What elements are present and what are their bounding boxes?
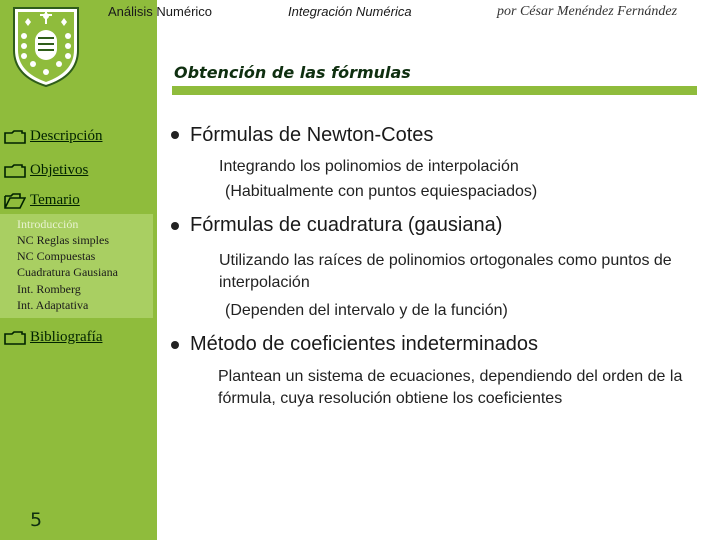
folder-closed-icon: [4, 164, 26, 178]
submenu-item-int-adaptativa[interactable]: Int. Adaptativa: [17, 298, 89, 312]
folder-open-icon: [4, 193, 26, 209]
sidebar-item-label: Temario: [30, 192, 80, 208]
submenu-item-int-romberg[interactable]: Int. Romberg: [17, 282, 81, 296]
sidebar-item-label: Objetivos: [30, 162, 89, 178]
bullet-dot: [171, 222, 179, 230]
sidebar-item-label: Descripción: [30, 128, 103, 144]
submenu-item-cuadratura-gausiana[interactable]: Cuadratura Gausiana: [17, 265, 118, 279]
bullet-detail: Plantean un sistema de ecuaciones, dependiendo del orden de la fórmula, cuya resolución obtiene los coeficientes: [218, 368, 683, 407]
bullet-detail: (Habitualmente con puntos equiespaciados): [225, 183, 538, 200]
title-underline-bar: [172, 86, 697, 95]
bullet-detail: Integrando los polinomios de interpolación: [219, 158, 519, 175]
submenu-item-nc-compuestas[interactable]: NC Compuestas: [17, 249, 96, 263]
folder-closed-icon: [4, 130, 26, 144]
page-number: 5: [30, 509, 43, 531]
bullet-dot: [171, 341, 179, 349]
folder-closed-icon: [4, 331, 26, 345]
submenu-item-introduccion[interactable]: Introducción: [17, 217, 79, 231]
sidebar-item-bibliografia[interactable]: [4, 329, 102, 346]
sidebar-item-label: Bibliografía: [30, 329, 103, 345]
submenu-item-nc-reglas-simples[interactable]: NC Reglas simples: [17, 233, 109, 247]
sidebar-item-objetivos[interactable]: [4, 162, 88, 179]
sidebar-item-descripcion[interactable]: [4, 128, 102, 145]
bullet-dot: [171, 131, 179, 139]
bullet-detail: (Dependen del intervalo y de la función): [225, 302, 508, 319]
university-crest-icon: [6, 4, 86, 88]
sidebar-item-temario[interactable]: [4, 192, 80, 209]
topic-title: Integración Numérica: [288, 4, 412, 19]
bullet-heading: Fórmulas de cuadratura (gausiana): [190, 214, 503, 236]
bullet-detail: Utilizando las raíces de polinomios ortogonales como puntos de interpolación: [219, 252, 672, 291]
course-title: Análisis Numérico: [108, 4, 213, 19]
bullet-heading: Método de coeficientes indeterminados: [190, 333, 538, 355]
author: por César Menéndez Fernández: [497, 4, 678, 19]
bullet-heading: Fórmulas de Newton-Cotes: [190, 124, 434, 146]
page-title: Obtención de las fórmulas: [174, 63, 411, 82]
